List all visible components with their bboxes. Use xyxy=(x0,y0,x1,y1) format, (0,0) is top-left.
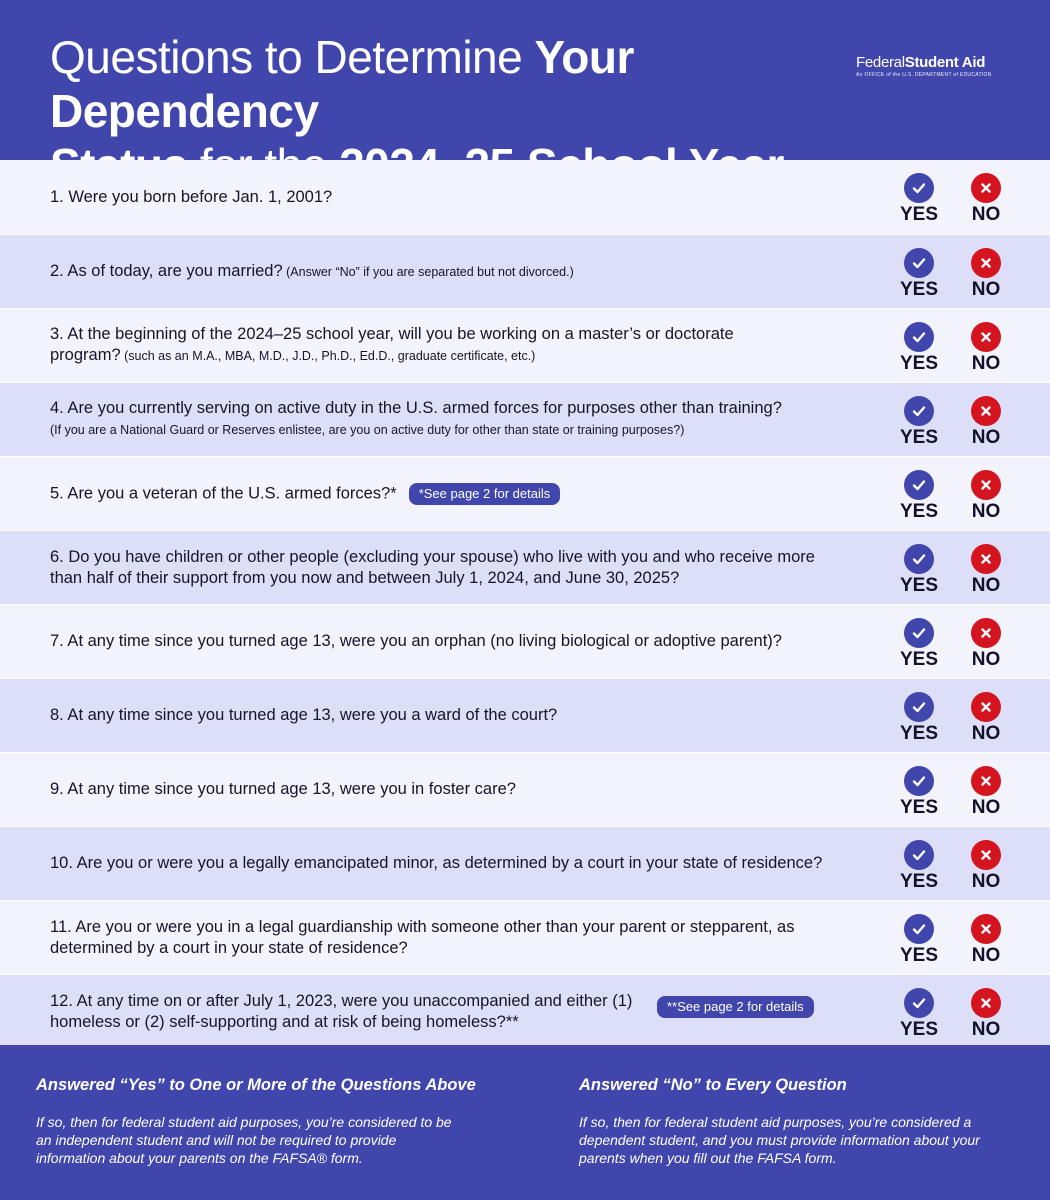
yes-label: YES xyxy=(899,427,939,448)
question-text: 12. At any time on or after July 1, 2023, were you unaccompanied and either (1) homeless or (2) self-supporting and at risk of being homeless?** xyxy=(50,991,633,1031)
check-icon xyxy=(904,988,934,1018)
check-icon xyxy=(904,173,934,203)
question-text: 9. At any time since you turned age 13, were you in foster care? xyxy=(50,780,516,798)
no-label: NO xyxy=(971,723,1001,744)
no-label: NO xyxy=(971,945,1001,966)
question-text-block xyxy=(50,383,900,456)
question-text-block xyxy=(50,679,900,752)
no-result-text: If so, then for federal student aid purposes, you’re considered a dependent student, and you must provide information about your parents when you fill out the FAFSA form. xyxy=(579,1114,980,1166)
no-result-heading: Answered “No” to Every Question xyxy=(579,1076,847,1094)
question-text-block xyxy=(50,827,900,900)
question-text: 10. Are you or were you a legally emancipated minor, as determined by a court in your state of residence? xyxy=(50,854,823,872)
yes-label: YES xyxy=(899,1019,939,1040)
yes-option[interactable] xyxy=(899,840,939,892)
question-line xyxy=(50,631,900,652)
no-option[interactable] xyxy=(966,618,1006,670)
question-text: 11. Are you or were you in a legal guardianship with someone other than your parent or stepparent, as determined by a court in your state of residence? xyxy=(50,917,795,957)
page-header xyxy=(0,0,1050,160)
no-label: NO xyxy=(971,1019,1001,1040)
yes-result-text: If so, then for federal student aid purposes, you’re considered to be an independent student and will not be required to provide information about your parents on the FAFSA® form. xyxy=(36,1114,452,1166)
question-text: 3. At the beginning of the 2024–25 school year, will you be working on a master’s or doctorate program? xyxy=(50,325,734,364)
title-emphasis: Your Dependency xyxy=(50,31,634,137)
question-list xyxy=(0,160,1050,1048)
question-note: (Answer “No” if you are separated but not divorced.) xyxy=(282,264,574,279)
logo-subtitle: An OFFICE of the U.S. DEPARTMENT of EDUCATION xyxy=(856,72,992,78)
check-icon xyxy=(904,248,934,278)
no-label: NO xyxy=(971,797,1001,818)
title-text: Questions to Determine xyxy=(50,31,535,83)
yes-option[interactable] xyxy=(899,618,939,670)
question-row xyxy=(0,160,1050,234)
no-option[interactable] xyxy=(966,470,1006,522)
check-icon xyxy=(904,544,934,574)
logo-word: Federal xyxy=(856,54,905,71)
x-icon xyxy=(971,988,1001,1018)
check-icon xyxy=(904,470,934,500)
question-row xyxy=(0,974,1050,1048)
no-label: NO xyxy=(971,649,1001,670)
x-icon xyxy=(971,470,1001,500)
no-label: NO xyxy=(971,204,1001,225)
question-line xyxy=(50,705,900,726)
no-label: NO xyxy=(971,353,1001,374)
check-icon xyxy=(904,914,934,944)
no-label: NO xyxy=(971,501,1001,522)
question-text-block xyxy=(50,309,750,382)
yes-label: YES xyxy=(899,353,939,374)
yes-result-heading: Answered “Yes” to One or More of the Questions Above xyxy=(36,1076,476,1094)
no-option[interactable] xyxy=(966,840,1006,892)
yes-label: YES xyxy=(899,797,939,818)
yes-option[interactable] xyxy=(899,248,939,300)
question-line xyxy=(50,187,900,208)
question-text: 6. Do you have children or other people (excluding your spouse) who live with you and who receive more than half of their support from you now and between July 1, 2024, and June 30, 2025? xyxy=(50,547,815,587)
x-icon xyxy=(971,173,1001,203)
x-icon xyxy=(971,248,1001,278)
question-row xyxy=(0,382,1050,456)
no-label: NO xyxy=(971,575,1001,596)
question-text-block xyxy=(50,235,900,308)
yes-option[interactable] xyxy=(899,173,939,225)
no-label: NO xyxy=(971,871,1001,892)
x-icon xyxy=(971,322,1001,352)
yes-option[interactable] xyxy=(899,396,939,448)
question-row xyxy=(0,604,1050,678)
question-text-block xyxy=(50,605,900,678)
no-option[interactable] xyxy=(966,396,1006,448)
yes-label: YES xyxy=(899,279,939,300)
yes-label: YES xyxy=(899,945,939,966)
federal-student-aid-logo xyxy=(856,54,1006,78)
question-line xyxy=(50,261,900,283)
see-details-badge: **See page 2 for details xyxy=(657,996,814,1018)
question-text-block xyxy=(50,160,900,234)
yes-result-block xyxy=(36,1075,476,1167)
logo-word-bold: Student Aid xyxy=(904,54,986,71)
check-icon xyxy=(904,618,934,648)
yes-option[interactable] xyxy=(899,322,939,374)
question-line xyxy=(50,917,850,959)
question-row xyxy=(0,456,1050,530)
question-row xyxy=(0,308,1050,382)
question-row xyxy=(0,234,1050,308)
question-text-block xyxy=(50,975,640,1048)
question-line xyxy=(50,853,900,874)
question-row xyxy=(0,678,1050,752)
see-details-badge: *See page 2 for details xyxy=(409,483,561,505)
yes-option[interactable] xyxy=(899,544,939,596)
no-option[interactable] xyxy=(966,914,1006,966)
x-icon xyxy=(971,914,1001,944)
yes-label: YES xyxy=(899,723,939,744)
no-result-block xyxy=(579,1075,1019,1167)
check-icon xyxy=(904,396,934,426)
yes-option[interactable] xyxy=(899,470,939,522)
yes-label: YES xyxy=(899,204,939,225)
x-icon xyxy=(971,618,1001,648)
yes-option[interactable] xyxy=(899,988,939,1040)
yes-label: YES xyxy=(899,649,939,670)
page-footer xyxy=(0,1045,1050,1200)
yes-label: YES xyxy=(899,501,939,522)
no-option[interactable] xyxy=(966,766,1006,818)
question-row xyxy=(0,752,1050,826)
question-text: 7. At any time since you turned age 13, were you an orphan (no living biological or adoptive parent)? xyxy=(50,632,782,650)
no-option[interactable] xyxy=(966,692,1006,744)
no-option[interactable] xyxy=(966,544,1006,596)
x-icon xyxy=(971,396,1001,426)
question-text-block xyxy=(50,457,900,530)
question-text-block xyxy=(50,531,850,604)
question-line xyxy=(50,324,750,367)
question-text: 2. As of today, are you married? xyxy=(50,261,283,280)
question-line xyxy=(50,779,900,800)
check-icon xyxy=(904,322,934,352)
check-icon xyxy=(904,766,934,796)
question-line xyxy=(50,991,640,1033)
question-row xyxy=(0,826,1050,900)
question-text-block xyxy=(50,753,900,826)
question-row xyxy=(0,900,1050,974)
x-icon xyxy=(971,840,1001,870)
no-label: NO xyxy=(971,279,1001,300)
question-note: (If you are a National Guard or Reserves enlistee, are you on active duty for other than state or training purposes?) xyxy=(50,423,685,437)
question-text: 8. At any time since you turned age 13, were you a ward of the court? xyxy=(50,706,558,724)
no-option[interactable] xyxy=(966,322,1006,374)
yes-label: YES xyxy=(899,871,939,892)
no-label: NO xyxy=(971,427,1001,448)
question-row xyxy=(0,530,1050,604)
x-icon xyxy=(971,544,1001,574)
question-text-block xyxy=(50,901,850,974)
check-icon xyxy=(904,692,934,722)
check-icon xyxy=(904,840,934,870)
x-icon xyxy=(971,692,1001,722)
yes-option[interactable] xyxy=(899,766,939,818)
question-text: 1. Were you born before Jan. 1, 2001? xyxy=(50,187,333,206)
question-text: 5. Are you a veteran of the U.S. armed forces?* xyxy=(50,483,397,502)
question-line xyxy=(50,398,900,419)
yes-label: YES xyxy=(899,575,939,596)
question-line xyxy=(50,547,850,589)
yes-option[interactable] xyxy=(899,692,939,744)
question-line xyxy=(50,483,900,505)
question-note: (such as an M.A., MBA, M.D., J.D., Ph.D., Ed.D., graduate certificate, etc.) xyxy=(120,349,536,363)
question-text: 4. Are you currently serving on active duty in the U.S. armed forces for purposes other than training? xyxy=(50,399,782,417)
no-option[interactable] xyxy=(966,988,1006,1040)
no-option[interactable] xyxy=(966,173,1006,225)
no-option[interactable] xyxy=(966,248,1006,300)
yes-option[interactable] xyxy=(899,914,939,966)
x-icon xyxy=(971,766,1001,796)
